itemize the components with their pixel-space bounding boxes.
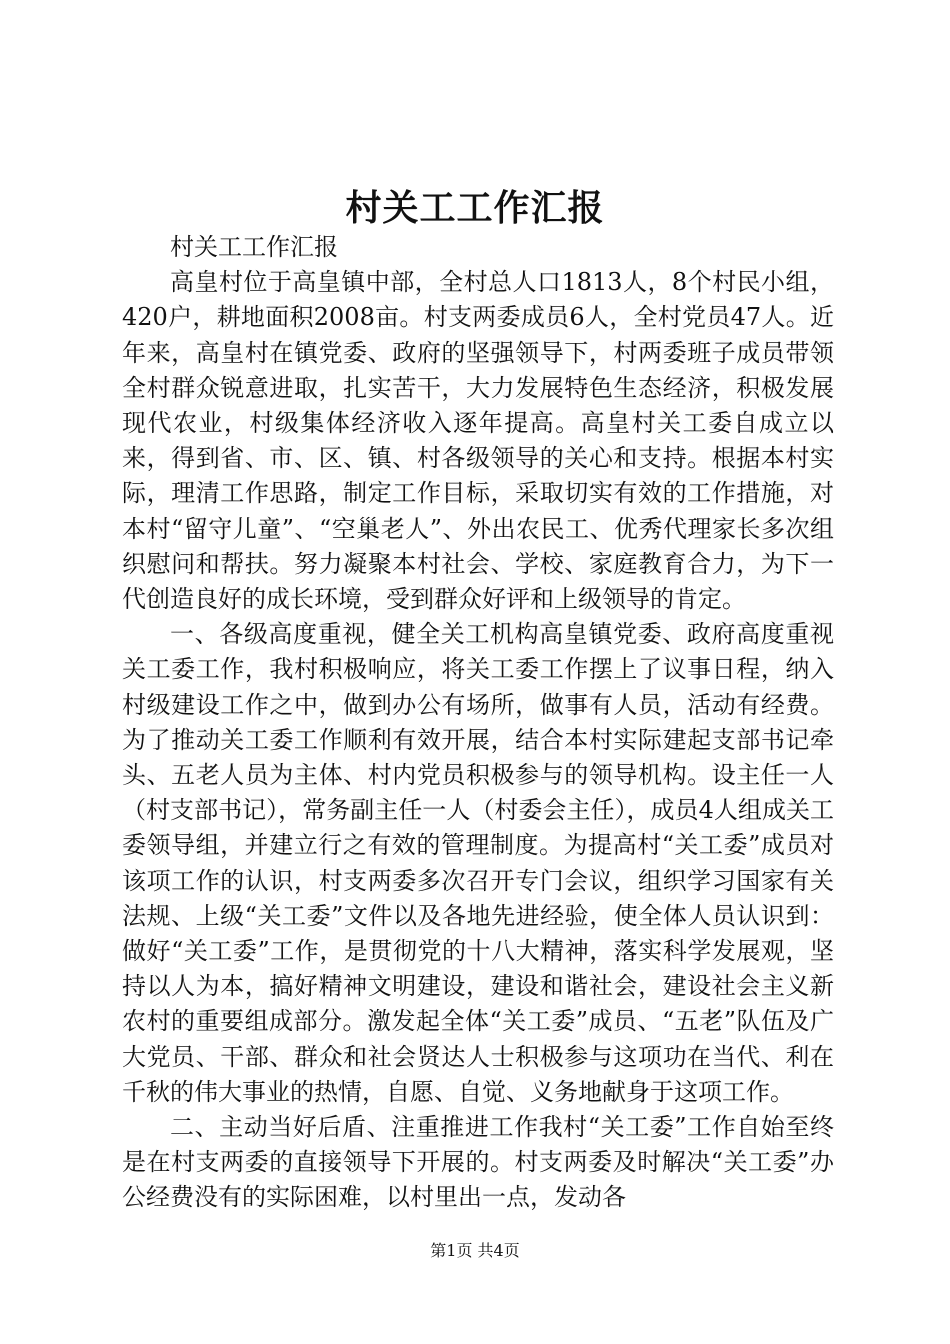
document-body xyxy=(122,230,834,1216)
page-footer: 第1页 共4页 xyxy=(430,1241,520,1260)
paragraph-section-2: 二、主动当好后盾、注重推进工作我村“关工委”工作自始至终是在村支两委的直接领导下开展的。村支两委及时解决“关工委”办公经费没有的实际困难，以村里出一点，发动各 xyxy=(122,1113,834,1212)
paragraph-intro: 高皇村位于高皇镇中部，全村总人口1813人，8个村民小组，420户，耕地面积2008亩。村支两委成员6人，全村党员47人。近年来，高皇村在镇党委、政府的坚强领导下，村两委班子成员带领全村群众锐意进取，扎实苦干，大力发展特色生态经济，积极发展现代农业，村级集体经济收入逐年提高。高皇村关工委自成立以来，得到省、市、区、镇、村各级领导的关心和支持。根据本村实际，理清工作思路，制定工作目标，采取切实有效的工作措施，对本村“留守儿童”、“空巢老人”、外出农民工、优秀代理家长多次组织慰问和帮扶。努力凝聚本村社会、学校、家庭教育合力，为下一代创造良好的成长环境，受到群众好评和上级领导的肯定。 xyxy=(122,268,834,614)
document-title: 村关工工作汇报 xyxy=(345,187,605,229)
paragraph-heading: 村关工工作汇报 xyxy=(170,233,338,261)
paragraph-section-1: 一、各级高度重视，健全关工机构高皇镇党委、政府高度重视关工委工作，我村积极响应，将关工委工作摆上了议事日程，纳入村级建设工作之中，做到办公有场所，做事有人员，活动有经费。为了推动关工委工作顺利有效开展，结合本村实际建起支部书记牵头、五老人员为主体、村内党员积极参与的领导机构。设主任一人（村支部书记），常务副主任一人（村委会主任），成员4人组成关工委领导组，并建立行之有效的管理制度。为提高村“关工委”成员对该项工作的认识，村支两委多次召开专门会议，组织学习国家有关法规、上级“关工委”文件以及各地先进经验，使全体人员认识到：做好“关工委”工作，是贯彻党的十八大精神，落实科学发展观，坚持以人为本，搞好精神文明建设，建设和谐社会，建设社会主义新农村的重要组成部分。激发起全体“关工委”成员、“五老”队伍及广大党员、干部、群众和社会贤达人士积极参与这项功在当代、利在千秋的伟大事业的热情，自愿、自觉、义务地献身于这项工作。 xyxy=(122,620,834,1106)
